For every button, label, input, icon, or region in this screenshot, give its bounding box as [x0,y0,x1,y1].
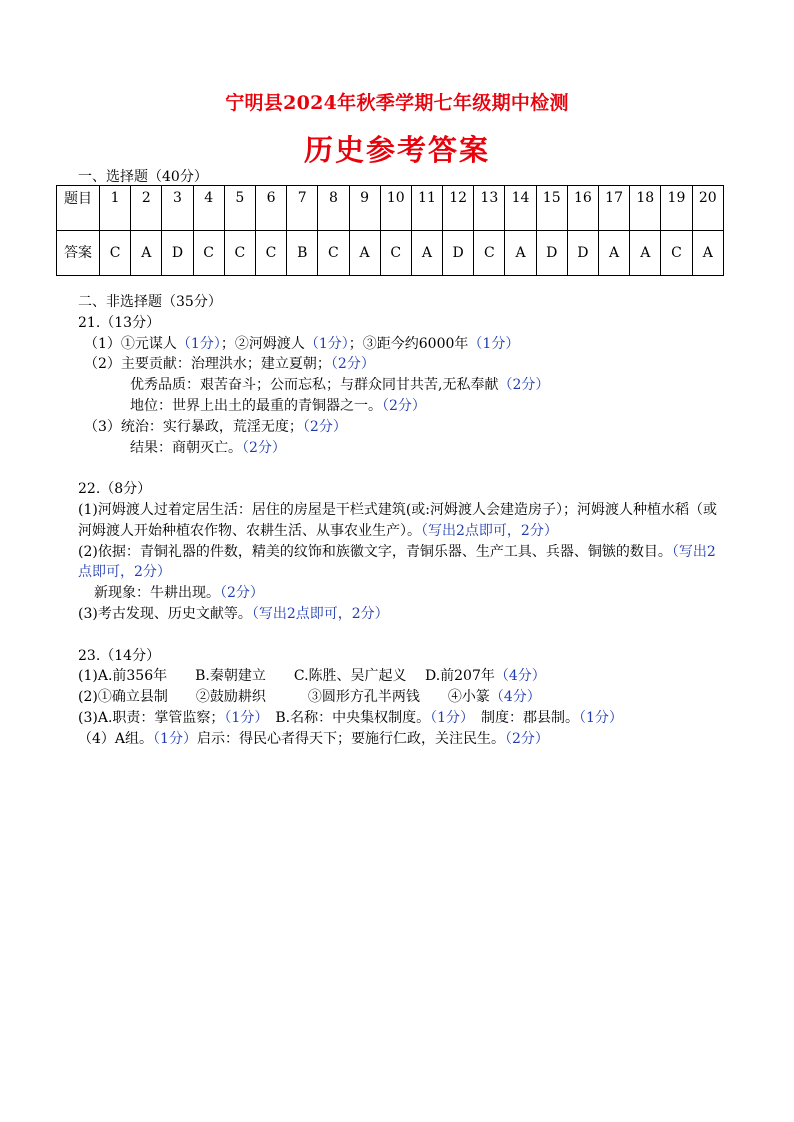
score: （写出2点即可，2分） [78,543,716,581]
answer-row [57,231,724,276]
q21-part2-status [78,396,720,417]
question-number: 6 [255,186,286,231]
question-number: 10 [380,186,411,231]
q21-part3-result [78,438,720,459]
q23-part3 [78,708,720,729]
score: （1分） [468,335,520,352]
answer-cell: A [349,231,380,276]
question-number: 15 [536,186,567,231]
score: （1分） [304,335,349,352]
score: （1分） [224,709,262,726]
answer-text: 制度：郡县制。 [467,709,579,726]
score: （1分） [153,730,197,747]
answer-text: （1）①元谋人 [84,335,177,352]
q21-part2-quality [78,375,720,396]
q21-part2 [78,354,720,375]
question-number: 20 [692,186,723,231]
score: （2分） [504,730,549,747]
q21-title: 21.（13分） [78,314,161,331]
question-number: 13 [474,186,505,231]
answer-text: (1)河姆渡人过着定居生活：居住的房屋是干栏式建筑(或:河姆渡人会建造房子）；河姆渡人种植水稻（或河姆渡人开始种植农作物、农耕生活、从事农业生产）。 [78,501,718,539]
answer-text: （4）A组。 [78,730,154,747]
q21-part3 [78,417,720,438]
exam-title: 宁明县2024年秋季学期七年级期中检测 [225,92,569,114]
section2-heading: 二、非选择题（35分） [78,294,222,310]
answer-cell: A [411,231,442,276]
question-number: 1 [100,186,131,231]
answer-cell: A [630,231,661,276]
q22-part2 [78,542,720,584]
q21-part1 [78,334,720,355]
answer-cell: A [599,231,630,276]
answer-cell: C [255,231,286,276]
answer-text: （3）统治：实行暴政，荒淫无度； [84,418,303,435]
score: （4分） [489,689,541,706]
row-header-question: 题目 [57,186,100,231]
score: （2分） [242,439,286,456]
answer-text: 新现象：牛耕出现。 [94,585,220,602]
answer-text: B.名称：中央集权制度。 [261,709,431,726]
answer-text: (3)A.职责：掌管监察； [78,709,225,726]
question-number: 8 [318,186,349,231]
answer-text: 优秀品质：艰苦奋斗；公而忘私；与群众同甘共苦,无私奉献 [130,377,499,394]
q22-title: 22.（8分） [78,481,152,498]
answer-cell: C [318,231,349,276]
answer-cell: B [287,231,318,276]
answer-cell: C [380,231,411,276]
q23-part1 [78,666,720,687]
answer-cell: D [567,231,598,276]
answer-cell: C [661,231,692,276]
answer-cell: A [131,231,162,276]
score: （2分） [382,397,426,414]
answer-cell: C [100,231,131,276]
answer-text: ；③距今约6000年 [348,335,469,352]
score: （写出2点即可，2分） [421,522,558,539]
answer-cell: A [505,231,536,276]
question-number: 3 [162,186,193,231]
question-number: 18 [630,186,661,231]
answer-text: ；②河姆渡人 [220,335,305,352]
answer-text: 结果：商朝灭亡。 [130,439,242,456]
answer-text: 启示：得民心者得天下；要施行仁政，关注民生。 [196,730,505,747]
answer-cell: D [162,231,193,276]
question-number: 4 [193,186,224,231]
question-number: 12 [443,186,474,231]
non-choice-section [78,292,720,750]
score: （1分） [176,335,221,352]
answer-text: （2）主要贡献：治理洪水；建立夏朝； [84,356,331,373]
answer-key-title: 历史参考答案 [303,133,490,167]
answer-cell: D [536,231,567,276]
answer-text: 地位：世界上出土的最重的青铜器之一。 [130,397,382,414]
question-number: 17 [599,186,630,231]
q22-part2-new [78,583,720,604]
score: （2分） [498,377,550,394]
question-number: 11 [411,186,442,231]
question-number-row [57,186,724,231]
answer-text: (3)考古发现、历史文献等。 [78,605,252,622]
question-number: 5 [224,186,255,231]
score: （写出2点即可，2分） [251,605,389,622]
answer-table [56,185,724,276]
score: （1分） [579,709,623,726]
answer-text: (2)①确立县制 ②鼓励耕织 ③圆形方孔半两钱 ④小篆 [78,689,490,706]
q22-part1 [78,500,720,542]
answer-cell: C [193,231,224,276]
question-number: 9 [349,186,380,231]
answer-cell: C [474,231,505,276]
question-number: 19 [661,186,692,231]
answer-text: (1)A.前356年 B.秦朝建立 C.陈胜、吴广起义 D.前207年 [78,668,495,685]
row-header-answer: 答案 [57,231,100,276]
score: （2分） [220,585,264,602]
question-number: 2 [131,186,162,231]
answer-cell: A [692,231,723,276]
q23-part2 [78,687,720,708]
score: （1分） [430,709,467,726]
question-number: 14 [505,186,536,231]
question-number: 16 [567,186,598,231]
answer-cell: C [224,231,255,276]
section1-heading: 一、选择题（40分） [78,169,208,185]
score: （2分） [302,418,347,435]
question-number: 7 [287,186,318,231]
q23-title: 23.（14分） [78,647,161,664]
answer-text: (2)依据：青铜礼器的件数，精美的纹饰和族徽文字，青铜乐器、生产工具、兵器、铜镞的数目。 [78,543,672,560]
answer-cell: D [443,231,474,276]
q22-part3 [78,604,720,625]
score: （2分） [330,356,375,373]
q23-part4 [78,729,720,750]
score: （4分） [494,668,546,685]
